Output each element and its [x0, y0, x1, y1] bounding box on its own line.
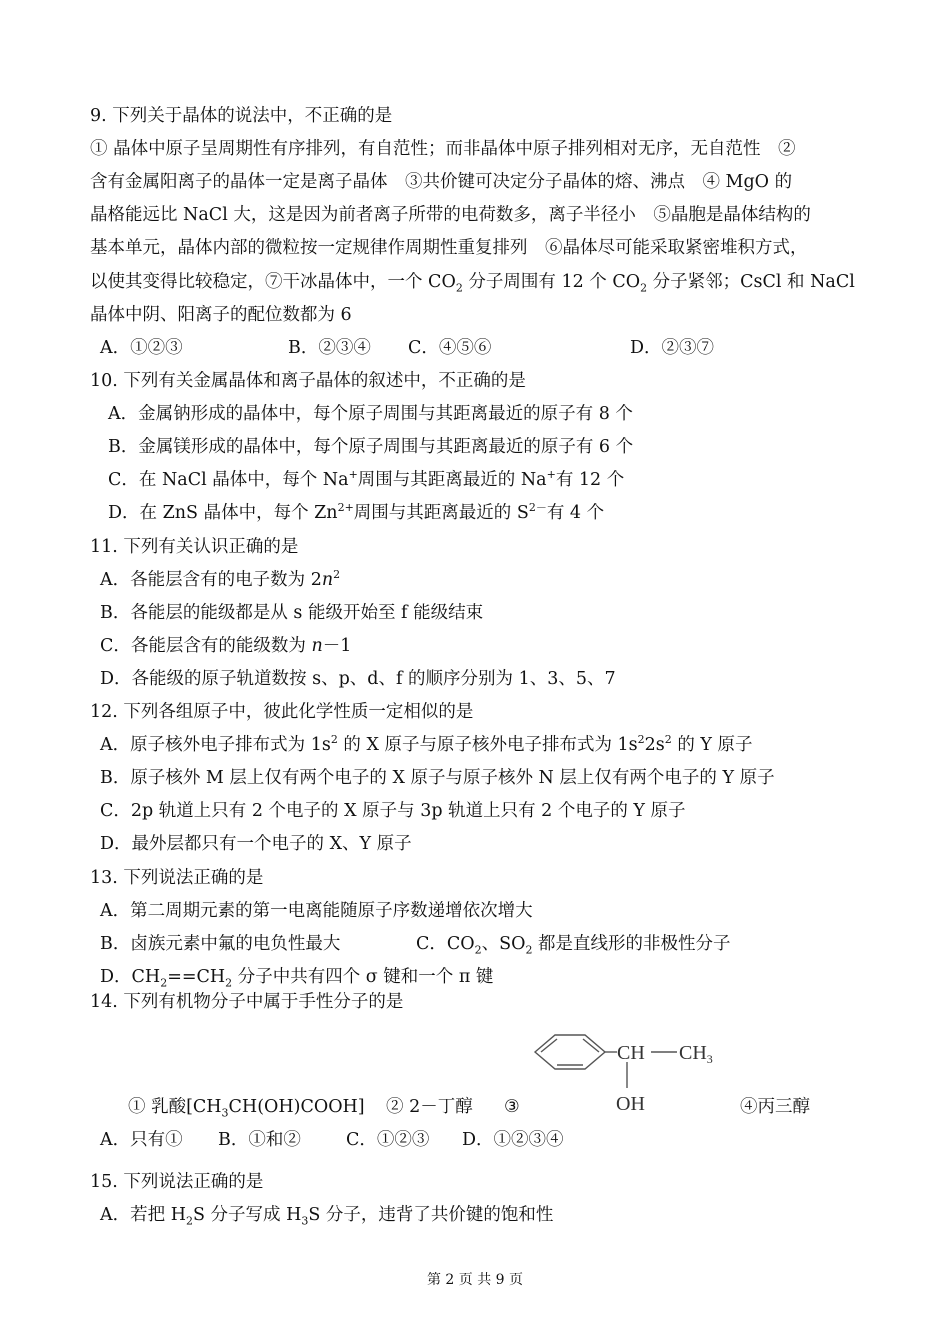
q12-option-c[interactable]: C．2p 轨道上只有 2 个电子的 X 原子与 3p 轨道上只有 2 个电子的 Y 原子 [100, 801, 686, 821]
q9-line-1: ① 晶体中原子呈周期性有序排列，有自范性；而非晶体中原子排列相对无序，无自范性 ② [90, 139, 796, 159]
q14-option-b[interactable]: B．①和② [218, 1130, 301, 1150]
q11-option-a[interactable]: A．各能层含有的电子数为 $2n^2$ [100, 568, 341, 590]
q12-option-a[interactable]: A．原子核外电子排布式为 $1s^2$ 的 X 原子与原子核外电子排布式为 $1s^22s^2$ 的 Y 原子 [100, 733, 753, 755]
q10-option-b[interactable]: B．金属镁形成的晶体中，每个原子周围与其距离最近的原子有 6 个 [108, 437, 634, 457]
q10-option-d[interactable]: D．在 ZnS 晶体中，每个 $Zn^{2+}$周围与其距离最近的 $S^{2-}$有 4 个 [108, 501, 605, 523]
q14-options [100, 1129, 564, 1151]
oh-label: OH [616, 1093, 645, 1115]
q9-line-4: 基本单元，晶体内部的微粒按一定规律作周期性重复排列 ⑥晶体尽可能采取紧密堆积方式， [90, 238, 808, 258]
q14-option-c[interactable]: C．①②③ [346, 1130, 430, 1150]
q13-option-a[interactable]: A．第二周期元素的第一电离能随原子序数递增依次增大 [100, 901, 533, 921]
q11-option-b[interactable]: B．各能层的能级都是从 s 能级开始至 f 能级结束 [100, 603, 484, 623]
q13-option-c[interactable]: C．$CO_2$、$SO_2$ 都是直线形的非极性分子 [416, 934, 731, 957]
q14-stem: 14. 下列有机物分子中属于手性分子的是 [90, 992, 404, 1012]
q9-line-6: 晶体中阴、阳离子的配位数都为 6 [90, 305, 352, 325]
q11-stem: 11. 下列有关认识正确的是 [90, 537, 299, 557]
q15-option-a[interactable]: A．若把 $H_2S$ 分子写成 $H_3S$ 分子，违背了共价键的饱和性 [100, 1205, 554, 1228]
q9-option-b[interactable]: B．②③④ [288, 338, 371, 358]
q10-option-c[interactable]: C．在 NaCl 晶体中，每个 Na+周围与其距离最近的 Na+有 12 个 [108, 468, 625, 490]
ch3-label: $CH_3$ [679, 1042, 713, 1066]
q14-item-1: ① 乳酸$[CH_3CH(OH)COOH]$ [128, 1097, 365, 1120]
q14-item-3: ③ [504, 1097, 520, 1117]
q9-options [100, 337, 714, 359]
q13-option-b[interactable]: B．卤族元素中氟的电负性最大 [100, 934, 341, 954]
q15-stem: 15. 下列说法正确的是 [90, 1172, 264, 1192]
q12-option-b[interactable]: B．原子核外 M 层上仅有两个电子的 X 原子与原子核外 N 层上仅有两个电子的 Y 原子 [100, 768, 775, 788]
q12-stem: 12. 下列各组原子中，彼此化学性质一定相似的是 [90, 702, 474, 722]
q9-line-5: 以使其变得比较稳定，⑦干冰晶体中，一个 $CO_2$ 分子周围有 12 个 $CO_2$ 分子紧邻；CsCl 和 NaCl [90, 272, 855, 295]
q11-option-d[interactable]: D．各能级的原子轨道数按 s、p、d、f 的顺序分别为 1、3、5、7 [100, 669, 616, 689]
q9-stem: 9. 下列关于晶体的说法中，不正确的是 [90, 106, 393, 126]
page-number: 第 2 页 共 9 页 [426, 1272, 524, 1288]
q14-item-2: ② 2－丁醇 [386, 1097, 473, 1117]
q14-option-d[interactable]: D．①②③④ [462, 1130, 564, 1150]
q9-option-c[interactable]: C．④⑤⑥ [408, 338, 492, 358]
q13-option-d[interactable]: D．$CH_2==CH_2$ 分子中共有四个 σ 键和一个 π 键 [100, 967, 494, 990]
ch-label: CH [617, 1042, 645, 1064]
q13-stem: 13. 下列说法正确的是 [90, 868, 264, 888]
q13-row-bc [100, 933, 731, 955]
q9-option-d[interactable]: D．②③⑦ [630, 338, 715, 358]
q14-option-a[interactable]: A．只有① [100, 1130, 183, 1150]
q9-line-2: 含有金属阳离子的晶体一定是离子晶体 ③共价键可决定分子晶体的熔、沸点 ④ MgO 的 [90, 172, 793, 192]
q11-option-c[interactable]: C．各能层含有的能级数为 n－1 [100, 636, 352, 656]
q9-option-a[interactable]: A．①②③ [100, 338, 183, 358]
q10-stem: 10. 下列有关金属晶体和离子晶体的叙述中，不正确的是 [90, 371, 526, 391]
q9-line-3: 晶格能远比 NaCl 大，这是因为前者离子所带的电荷数多，离子半径小 ⑤晶胞是晶体结构的 [90, 205, 811, 225]
q10-option-a[interactable]: A．金属钠形成的晶体中，每个原子周围与其距离最近的原子有 8 个 [108, 404, 633, 424]
q14-item-4: ④丙三醇 [740, 1097, 810, 1117]
q14-items [128, 1096, 810, 1118]
q12-option-d[interactable]: D．最外层都只有一个电子的 X、Y 原子 [100, 834, 412, 854]
